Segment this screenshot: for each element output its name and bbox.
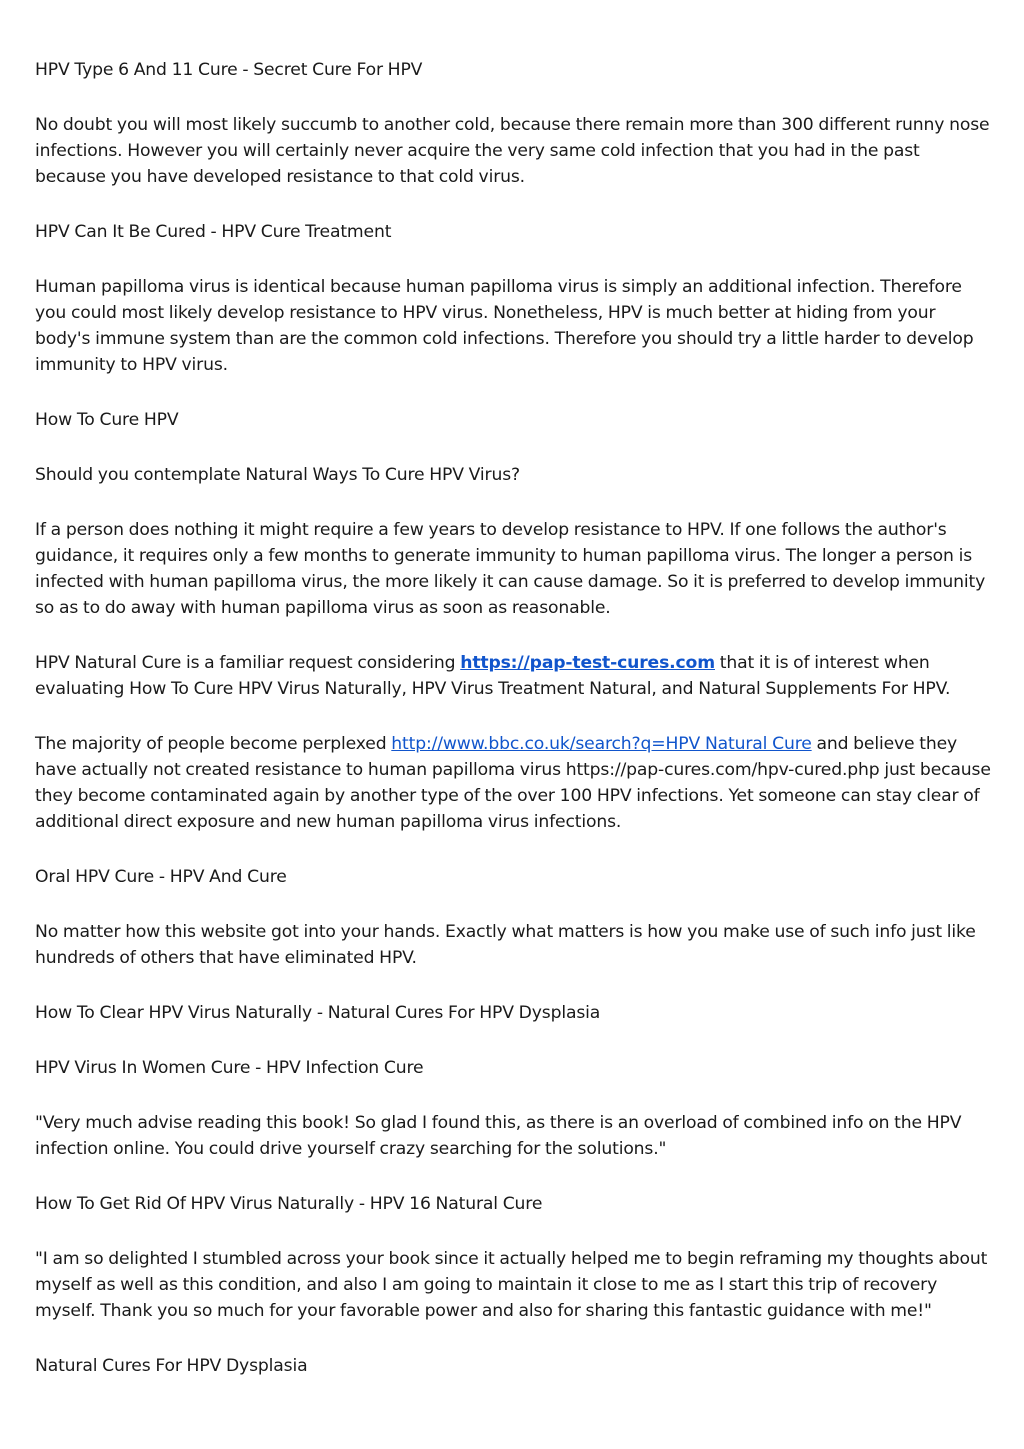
heading-hpv-virus-women: HPV Virus In Women Cure - HPV Infection Cure	[35, 1058, 424, 1078]
heading-hpv-type-6-11: HPV Type 6 And 11 Cure - Secret Cure For HPV	[35, 60, 423, 80]
heading-clear-hpv-naturally: How To Clear HPV Virus Naturally - Natural Cures For HPV Dysplasia	[35, 1003, 601, 1023]
pap-test-cures-link[interactable]: https://pap-test-cures.com	[460, 653, 715, 673]
paragraph-resistance-timeline: If a person does nothing it might require a few years to develop resistance to HPV. If one follows the author's guidance, it requires only a few months to generate immunity to human papilloma virus. The longer a person is infected with human papilloma virus, the more likely it can cause damage. So it is preferred to develop immunity so as to do away with human papilloma virus as soon as reasonable.	[35, 520, 986, 618]
paragraph-text-after-link: and believe they have actually not created resistance to human papilloma virus https://pap-cures.com/hpv-cured.php just because they become contaminated again by another type of the over 100 HPV infections. Yet someone can stay clear of additional direct exposure and new human papilloma virus infections.	[35, 734, 991, 832]
testimonial-1: "Very much advise reading this book! So glad I found this, as there is an overload of combined info on the HPV infection online. You could drive yourself crazy searching for the solutions."	[35, 1113, 962, 1159]
paragraph-text-before-link: HPV Natural Cure is a familiar request considering	[35, 653, 461, 673]
testimonial-2: "I am so delighted I stumbled across your book since it actually helped me to begin reframing my thoughts about myself as well as this condition, and also I am going to maintain it close to me as I start this trip of recovery myself. Thank you so much for your favorable power and also for sharing this fantastic guidance with me!"	[35, 1249, 988, 1321]
paragraph-hpv-natural-cure	[35, 650, 994, 702]
paragraph-text-after-link: that it is of interest when evaluating How To Cure HPV Virus Naturally, HPV Virus Treatment Natural, and Natural Supplements For HPV.	[35, 653, 951, 699]
heading-get-rid-of-hpv: How To Get Rid Of HPV Virus Naturally - HPV 16 Natural Cure	[35, 1194, 543, 1214]
paragraph-perplexed	[35, 731, 994, 835]
paragraph-hpv-immunity: Human papilloma virus is identical because human papilloma virus is simply an additional infection. Therefore you could most likely develop resistance to HPV virus. Nonetheless, HPV is much better at hiding from your body's immune system than are the common cold infections. Therefore you should try a little harder to develop immunity to HPV virus.	[35, 277, 974, 375]
heading-hpv-can-it-be-cured: HPV Can It Be Cured - HPV Cure Treatment	[35, 222, 392, 242]
bbc-search-link[interactable]: http://www.bbc.co.uk/search?q=HPV Natural Cure	[391, 734, 812, 754]
paragraph-website-info: No matter how this website got into your hands. Exactly what matters is how you make use of such info just like hundreds of others that have eliminated HPV.	[35, 922, 976, 968]
paragraph-natural-ways-question: Should you contemplate Natural Ways To Cure HPV Virus?	[35, 465, 520, 485]
heading-natural-cures-dysplasia: Natural Cures For HPV Dysplasia	[35, 1356, 308, 1376]
paragraph-cold-resistance: No doubt you will most likely succumb to another cold, because there remain more than 300 different runny nose infections. However you will certainly never acquire the very same cold infection that you had in the past because you have developed resistance to that cold virus.	[35, 115, 990, 187]
heading-oral-hpv-cure: Oral HPV Cure - HPV And Cure	[35, 867, 287, 887]
paragraph-text-before-link: The majority of people become perplexed	[35, 734, 392, 754]
heading-how-to-cure-hpv: How To Cure HPV	[35, 410, 179, 430]
